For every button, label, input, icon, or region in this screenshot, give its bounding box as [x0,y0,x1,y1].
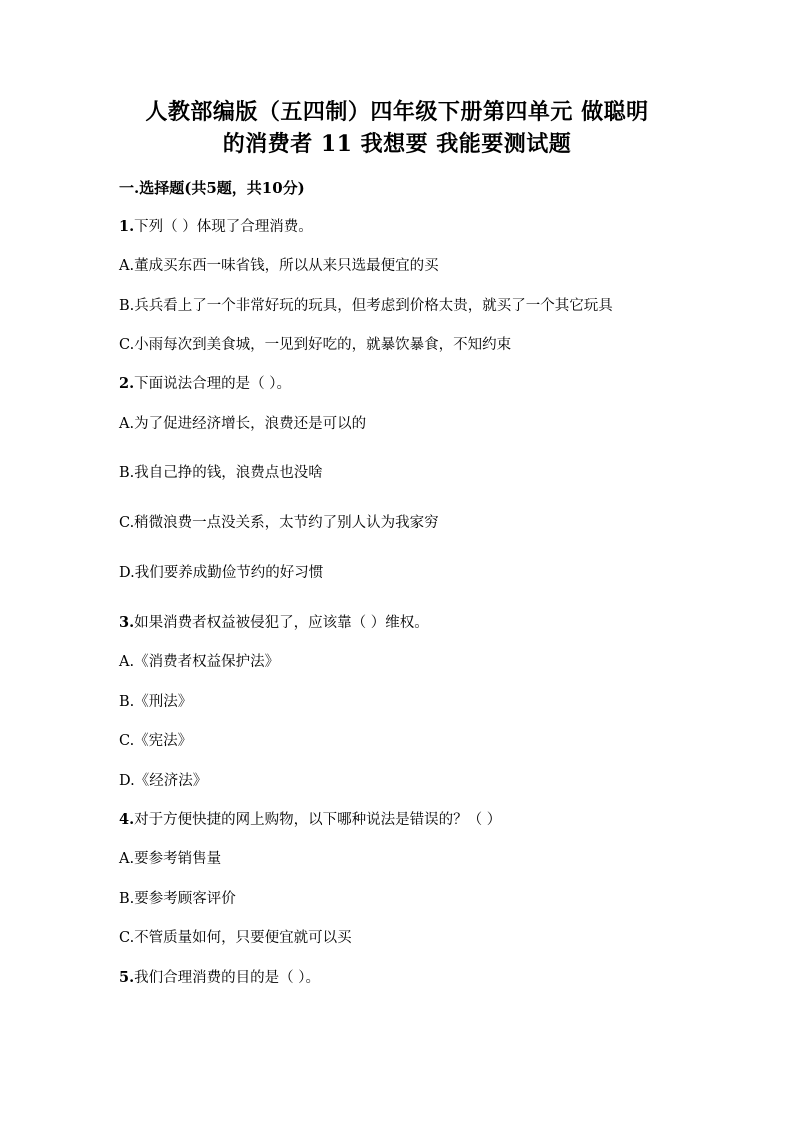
question-2 [119,374,291,394]
question-3-option-d: D.《经济法》 [119,773,208,789]
question-3-option-c: C.《宪法》 [119,733,193,749]
question-5-stem: 我们合理消费的目的是（ ）。 [134,970,320,986]
question-3-option-b: B.《刑法》 [119,694,193,710]
question-2-stem: 下面说法合理的是（ ）。 [134,376,291,392]
question-2-option-d: D.我们要养成勤俭节约的好习惯 [119,565,324,581]
section-heading: 一.选择题(共5题，共10分) [119,179,305,197]
question-4-option-a: A.要参考销售量 [119,851,222,867]
question-1 [119,217,313,237]
question-5 [119,968,320,988]
question-2-option-c: C.稍微浪费一点没关系，太节约了别人认为我家穷 [119,515,439,531]
question-3-number: 3. [119,614,135,631]
question-4-stem: 对于方便快捷的网上购物，以下哪种说法是错误的？（ ） [134,812,502,828]
question-2-number: 2. [119,375,135,392]
question-4-number: 4. [119,811,135,828]
document-title-line-1: 人教部编版（五四制）四年级下册第四单元 做聪明 [145,99,649,125]
question-3 [119,613,429,633]
question-3-stem: 如果消费者权益被侵犯了，应该靠（ ）维权。 [134,615,429,631]
question-1-number: 1. [119,218,135,235]
question-1-stem: 下列（ ）体现了合理消费。 [134,219,313,235]
question-1-option-c: C.小雨每次到美食城，一见到好吃的，就暴饮暴食，不知约束 [119,337,512,353]
document-title-line-2: 的消费者 11 我想要 我能要测试题 [222,131,572,157]
question-4-option-b: B.要参考顾客评价 [119,891,236,907]
question-3-option-a: A.《消费者权益保护法》 [119,654,280,670]
question-2-option-b: B.我自己挣的钱，浪费点也没啥 [119,465,323,481]
question-2-option-a: A.为了促进经济增长，浪费还是可以的 [119,416,367,432]
question-1-option-b: B.兵兵看上了一个非常好玩的玩具，但考虑到价格太贵，就买了一个其它玩具 [119,298,613,314]
question-4-option-c: C.不管质量如何，只要便宜就可以买 [119,930,352,946]
question-4 [119,810,501,830]
question-5-number: 5. [119,969,135,986]
question-1-option-a: A.董成买东西一味省钱，所以从来只选最便宜的买 [119,258,439,274]
